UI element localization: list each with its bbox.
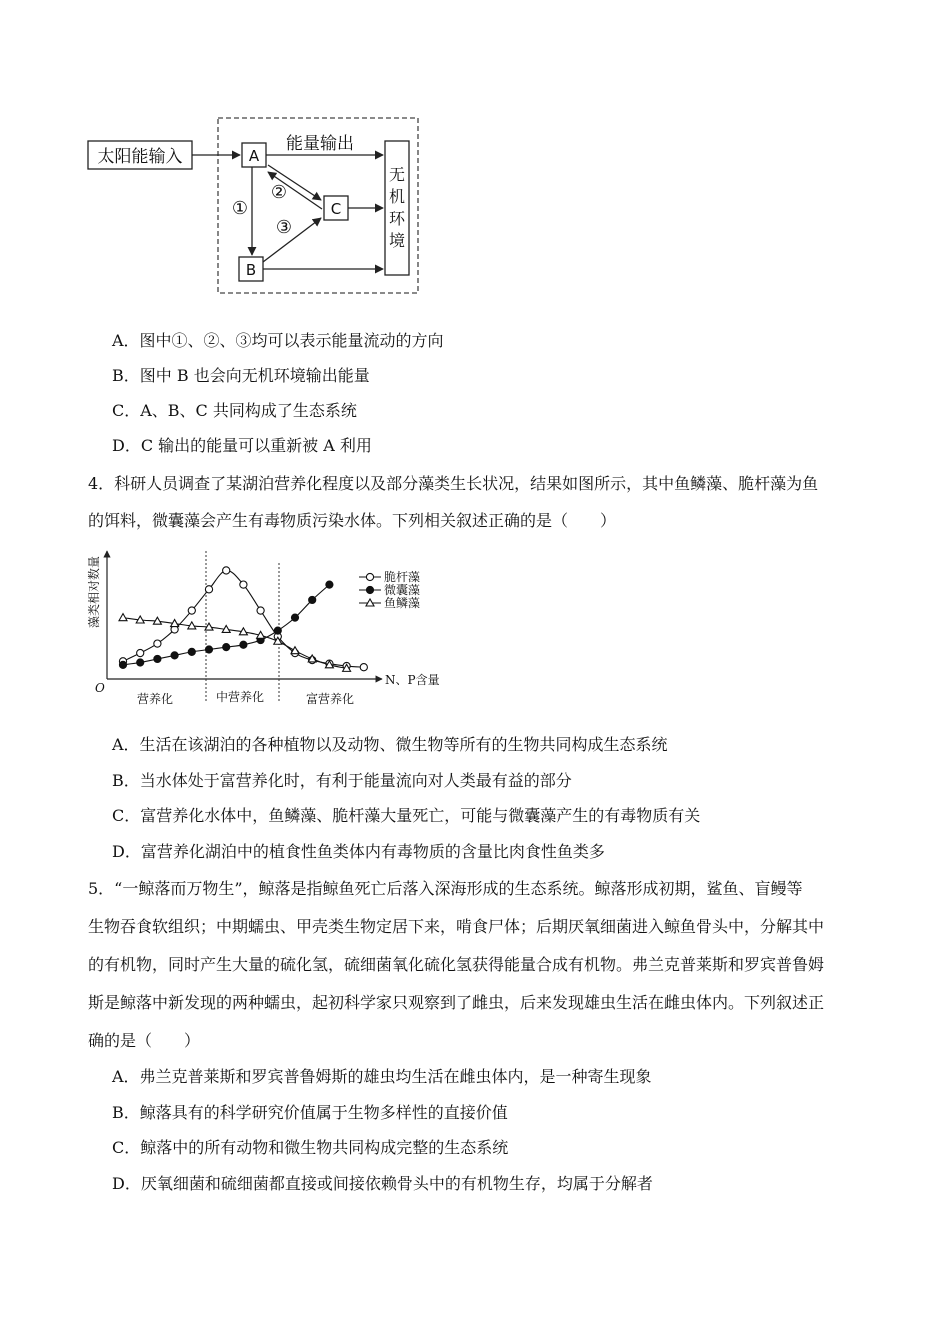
series-1-point-9 [274, 627, 281, 634]
q5-stem-line-3: 的有机物，同时产生大量的硫化氢，硫细菌氧化硫化氢获得能量合成有机物。弗兰克普莱斯和罗宾普鲁姆 [88, 955, 825, 974]
series-0-point-10 [291, 649, 298, 656]
series-line-2 [123, 618, 347, 669]
legend-label-0: 脆杆藻 [384, 570, 421, 584]
q3-option-a: A．图中①、②、③均可以表示能量流动的方向 [112, 331, 444, 350]
series-1-point-2 [154, 655, 161, 662]
series-1-point-6 [223, 644, 230, 651]
legend-marker-1 [366, 586, 373, 593]
node-c-label: C [330, 200, 342, 218]
series-1-point-0 [119, 661, 126, 668]
series-0-point-11 [309, 657, 316, 664]
series-2-point-10 [291, 647, 299, 654]
q5-stem-line-4: 斯是鲸落中新发现的两种蠕虫，起初科学家只观察到了雌虫，后来发现雄虫生活在雌虫体内。下列叙述正 [88, 993, 825, 1012]
environment-label-3: 环 [388, 209, 406, 228]
q5-option-d: D．厌氧细菌和硫细菌都直接或间接依赖骨头中的有机物生存，均属于分解者 [112, 1174, 653, 1193]
mark-3: ③ [275, 217, 293, 238]
energy-flow-diagram [0, 0, 950, 310]
series-0-point-9 [274, 633, 281, 640]
series-1-point-8 [257, 636, 264, 643]
series-2-point-11 [308, 655, 316, 662]
chart-series-group [119, 567, 367, 672]
series-2-point-7 [239, 628, 247, 635]
series-0-point-13 [343, 662, 350, 669]
q5-stem-line-5: 确的是（ ） [88, 1031, 201, 1050]
series-0-point-12 [326, 660, 333, 667]
solar-input-label: 太阳能输入 [97, 147, 183, 167]
chart-origin-label: O [95, 681, 105, 695]
q4-stem-line-2: 的饵料，微囊藻会产生有毒物质污染水体。下列相关叙述正确的是（ ） [88, 511, 617, 530]
legend-marker-0 [366, 573, 373, 580]
series-2-point-4 [188, 622, 196, 629]
q5-stem-line-2: 生物吞食软组织；中期蠕虫、甲壳类生物定居下来，啃食尸体；后期厌氧细菌进入鲸鱼骨头中，分解其中 [88, 917, 825, 936]
chart-region-label-1: 营养化 [136, 692, 174, 706]
series-0-point-2 [154, 640, 161, 647]
series-1-point-1 [137, 659, 144, 666]
series-0-point-6 [223, 567, 230, 574]
series-2-point-3 [171, 620, 179, 627]
q5-option-a: A．弗兰克普莱斯和罗宾普鲁姆斯的雄虫均生活在雌虫体内，是一种寄生现象 [112, 1067, 652, 1086]
series-2-point-12 [325, 661, 333, 668]
series-2-point-5 [205, 623, 213, 630]
q3-option-c: C．A、B、C 共同构成了生态系统 [112, 401, 357, 420]
series-0-point-0 [119, 658, 126, 665]
environment-label-2: 机 [388, 187, 406, 206]
series-0-point-7 [240, 581, 247, 588]
series-0-point-3 [171, 626, 178, 633]
series-line-0 [123, 570, 364, 667]
q5-stem-line-1: 5．“一鲸落而万物生”，鲸落是指鲸鱼死亡后落入深海形成的生态系统。鲸落形成初期，鲨鱼、盲鳗等 [88, 879, 803, 898]
series-2-point-1 [136, 616, 144, 623]
series-0-point-1 [137, 649, 144, 656]
series-line-1 [123, 585, 329, 665]
series-1-point-3 [171, 652, 178, 659]
series-2-point-2 [153, 617, 161, 624]
q4-option-b: B．当水体处于富营养化时，有利于能量流向对人类最有益的部分 [112, 771, 572, 790]
chart-x-label: N、P含量 [385, 673, 440, 687]
chart-region-label-3: 富营养化 [305, 692, 355, 706]
series-1-point-11 [309, 596, 316, 603]
chart-legend [359, 569, 420, 610]
series-2-point-0 [119, 614, 127, 621]
legend-label-2: 鱼鳞藻 [384, 596, 421, 610]
mark-2: ② [270, 182, 288, 203]
environment-label-4: 境 [388, 231, 406, 250]
series-1-point-4 [188, 648, 195, 655]
q4-option-a: A．生活在该湖泊的各种植物以及动物、微生物等所有的生物共同构成生态系统 [112, 735, 668, 754]
mark-1: ① [231, 198, 249, 219]
q3-option-b: B．图中 B 也会向无机环境输出能量 [112, 366, 370, 385]
node-b-label: B [245, 261, 257, 279]
q3-option-d: D．C 输出的能量可以重新被 A 利用 [112, 436, 372, 455]
q5-option-c: C．鲸落中的所有动物和微生物共同构成完整的生态系统 [112, 1138, 509, 1157]
q4-option-c: C．富营养化水体中，鱼鳞藻、脆杆藻大量死亡，可能与微囊藻产生的有毒物质有关 [112, 806, 701, 825]
chart-region-label-2: 中营养化 [215, 690, 265, 704]
series-1-point-5 [205, 646, 212, 653]
environment-label-1: 无 [388, 165, 406, 184]
q4-stem-line-1: 4．科研人员调查了某湖泊营养化程度以及部分藻类生长状况，结果如图所示，其中鱼鳞藻、脆杆藻为鱼 [88, 474, 819, 493]
series-1-point-7 [240, 641, 247, 648]
series-2-point-9 [274, 637, 282, 644]
energy-output-label: 能量输出 [286, 134, 354, 154]
legend-marker-2 [366, 599, 374, 606]
q4-option-d: D．富营养化湖泊中的植食性鱼类体内有毒物质的含量比肉食性鱼类多 [112, 842, 605, 861]
series-0-point-8 [257, 607, 264, 614]
series-2-point-8 [257, 631, 265, 638]
series-1-point-12 [326, 581, 333, 588]
series-0-point-14 [360, 664, 367, 671]
legend-label-1: 微囊藻 [384, 583, 421, 597]
q5-option-b: B．鲸落具有的科学研究价值属于生物多样性的直接价值 [112, 1103, 508, 1122]
series-1-point-10 [291, 614, 298, 621]
series-2-point-6 [222, 625, 230, 632]
series-0-point-5 [205, 586, 212, 593]
series-0-point-4 [188, 607, 195, 614]
chart-y-label: 藻类相对数量 [87, 555, 101, 629]
environment-box [385, 141, 409, 275]
node-a-label: A [248, 147, 260, 165]
series-2-point-13 [343, 664, 351, 671]
